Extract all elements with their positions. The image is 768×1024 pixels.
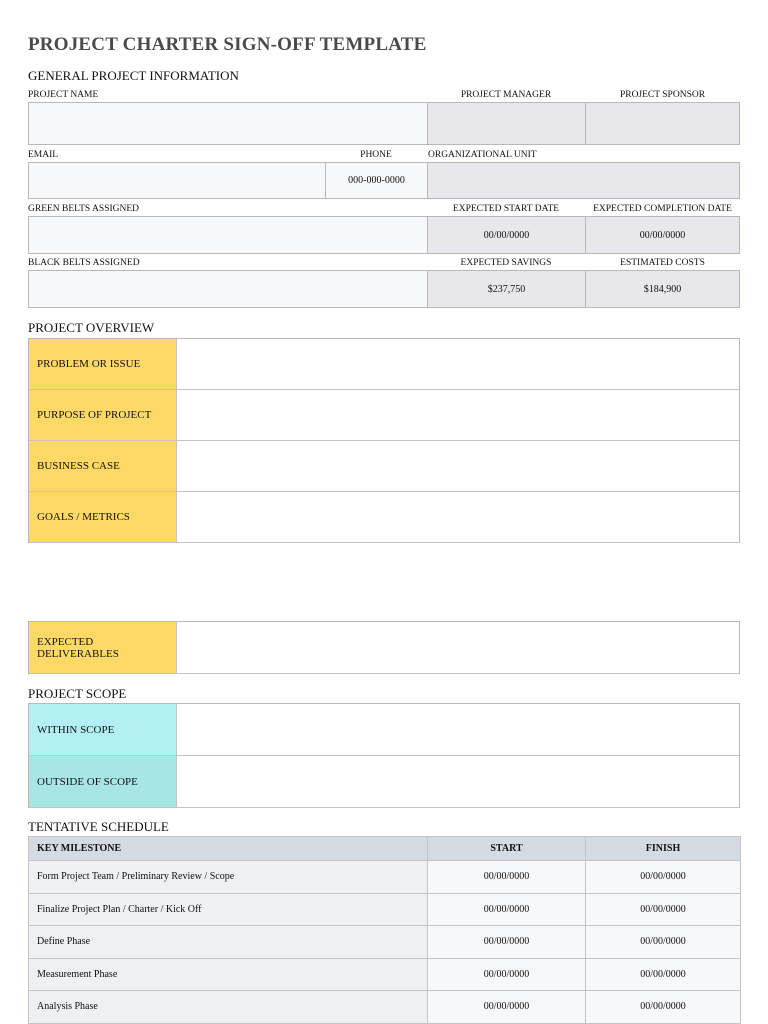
scope-row — [29, 756, 739, 808]
deliverables-table — [28, 621, 740, 674]
goals-metrics-label: GOALS / METRICS — [29, 492, 177, 542]
costs-label: ESTIMATED COSTS — [620, 258, 705, 268]
start-date-label: EXPECTED START DATE — [452, 204, 560, 214]
within-scope-label: WITHIN SCOPE — [29, 704, 177, 755]
problem-field[interactable] — [177, 339, 739, 389]
goals-metrics-field[interactable] — [177, 492, 739, 542]
schedule-heading: TENTATIVE SCHEDULE — [28, 819, 169, 834]
overview-row — [29, 622, 739, 674]
org-unit-label: ORGANIZATIONAL UNIT — [428, 150, 537, 160]
scope-row — [29, 704, 739, 756]
purpose-field[interactable] — [177, 390, 739, 440]
org-unit-field[interactable] — [427, 162, 740, 199]
black-belts-field[interactable] — [28, 270, 428, 308]
green-belts-field[interactable] — [28, 216, 428, 254]
start-cell[interactable]: 00/00/0000 — [428, 958, 586, 991]
project-name-label: PROJECT NAME — [28, 90, 99, 100]
start-cell[interactable]: 00/00/0000 — [428, 926, 586, 959]
finish-cell[interactable]: 00/00/0000 — [586, 991, 741, 1024]
overview-row — [29, 339, 739, 390]
project-sponsor-label: PROJECT SPONSOR — [619, 90, 706, 100]
green-belts-label: GREEN BELTS ASSIGNED — [28, 204, 140, 214]
schedule-header-row — [29, 837, 741, 861]
table-row — [29, 926, 741, 959]
business-case-field[interactable] — [177, 441, 739, 491]
email-label: EMAIL — [28, 150, 59, 160]
key-milestone-header: KEY MILESTONE — [29, 837, 428, 861]
overview-heading: PROJECT OVERVIEW — [28, 320, 155, 335]
completion-date-label: EXPECTED COMPLETION DATE — [593, 204, 732, 214]
start-date-field[interactable]: 00/00/0000 — [427, 216, 586, 254]
scope-heading: PROJECT SCOPE — [28, 686, 127, 701]
overview-table — [28, 338, 740, 543]
phone-field[interactable]: 000-000-0000 — [325, 162, 428, 199]
milestone-cell[interactable]: Analysis Phase — [29, 991, 428, 1024]
table-row — [29, 861, 741, 894]
overview-row — [29, 390, 739, 441]
milestone-cell[interactable]: Form Project Team / Preliminary Review / Scope — [29, 861, 428, 894]
project-name-field[interactable] — [28, 102, 428, 145]
outside-scope-label: OUTSIDE OF SCOPE — [29, 756, 177, 807]
outside-scope-field[interactable] — [177, 756, 739, 807]
finish-cell[interactable]: 00/00/0000 — [586, 861, 741, 894]
table-row — [29, 991, 741, 1024]
within-scope-field[interactable] — [177, 704, 739, 755]
project-sponsor-field[interactable] — [585, 102, 740, 145]
table-row — [29, 893, 741, 926]
problem-label: PROBLEM OR ISSUE — [29, 339, 177, 389]
overview-row — [29, 441, 739, 492]
savings-label: EXPECTED SAVINGS — [460, 258, 552, 268]
start-cell[interactable]: 00/00/0000 — [428, 893, 586, 926]
email-field[interactable] — [28, 162, 326, 199]
project-manager-label: PROJECT MANAGER — [460, 90, 552, 100]
black-belts-label: BLACK BELTS ASSIGNED — [28, 258, 140, 268]
deliverables-field[interactable] — [177, 622, 739, 673]
costs-field[interactable]: $184,900 — [585, 270, 740, 308]
start-cell[interactable]: 00/00/0000 — [428, 861, 586, 894]
finish-cell[interactable]: 00/00/0000 — [586, 958, 741, 991]
savings-field[interactable]: $237,750 — [427, 270, 586, 308]
scope-table — [28, 703, 740, 808]
deliverables-label: EXPECTED DELIVERABLES — [29, 622, 177, 673]
overview-row — [29, 492, 739, 543]
table-row — [29, 958, 741, 991]
start-header: START — [428, 837, 586, 861]
finish-cell[interactable]: 00/00/0000 — [586, 893, 741, 926]
finish-cell[interactable]: 00/00/0000 — [586, 926, 741, 959]
completion-date-field[interactable]: 00/00/0000 — [585, 216, 740, 254]
finish-header: FINISH — [586, 837, 741, 861]
milestone-cell[interactable]: Finalize Project Plan / Charter / Kick Off — [29, 893, 428, 926]
purpose-label: PURPOSE OF PROJECT — [29, 390, 177, 440]
milestone-cell[interactable]: Define Phase — [29, 926, 428, 959]
general-info-heading: GENERAL PROJECT INFORMATION — [28, 68, 239, 83]
start-cell[interactable]: 00/00/0000 — [428, 991, 586, 1024]
phone-label: PHONE — [360, 150, 392, 160]
business-case-label: BUSINESS CASE — [29, 441, 177, 491]
milestone-cell[interactable]: Measurement Phase — [29, 958, 428, 991]
document-title: PROJECT CHARTER SIGN-OFF TEMPLATE — [28, 34, 427, 55]
project-manager-field[interactable] — [427, 102, 586, 145]
schedule-table — [28, 836, 741, 1024]
